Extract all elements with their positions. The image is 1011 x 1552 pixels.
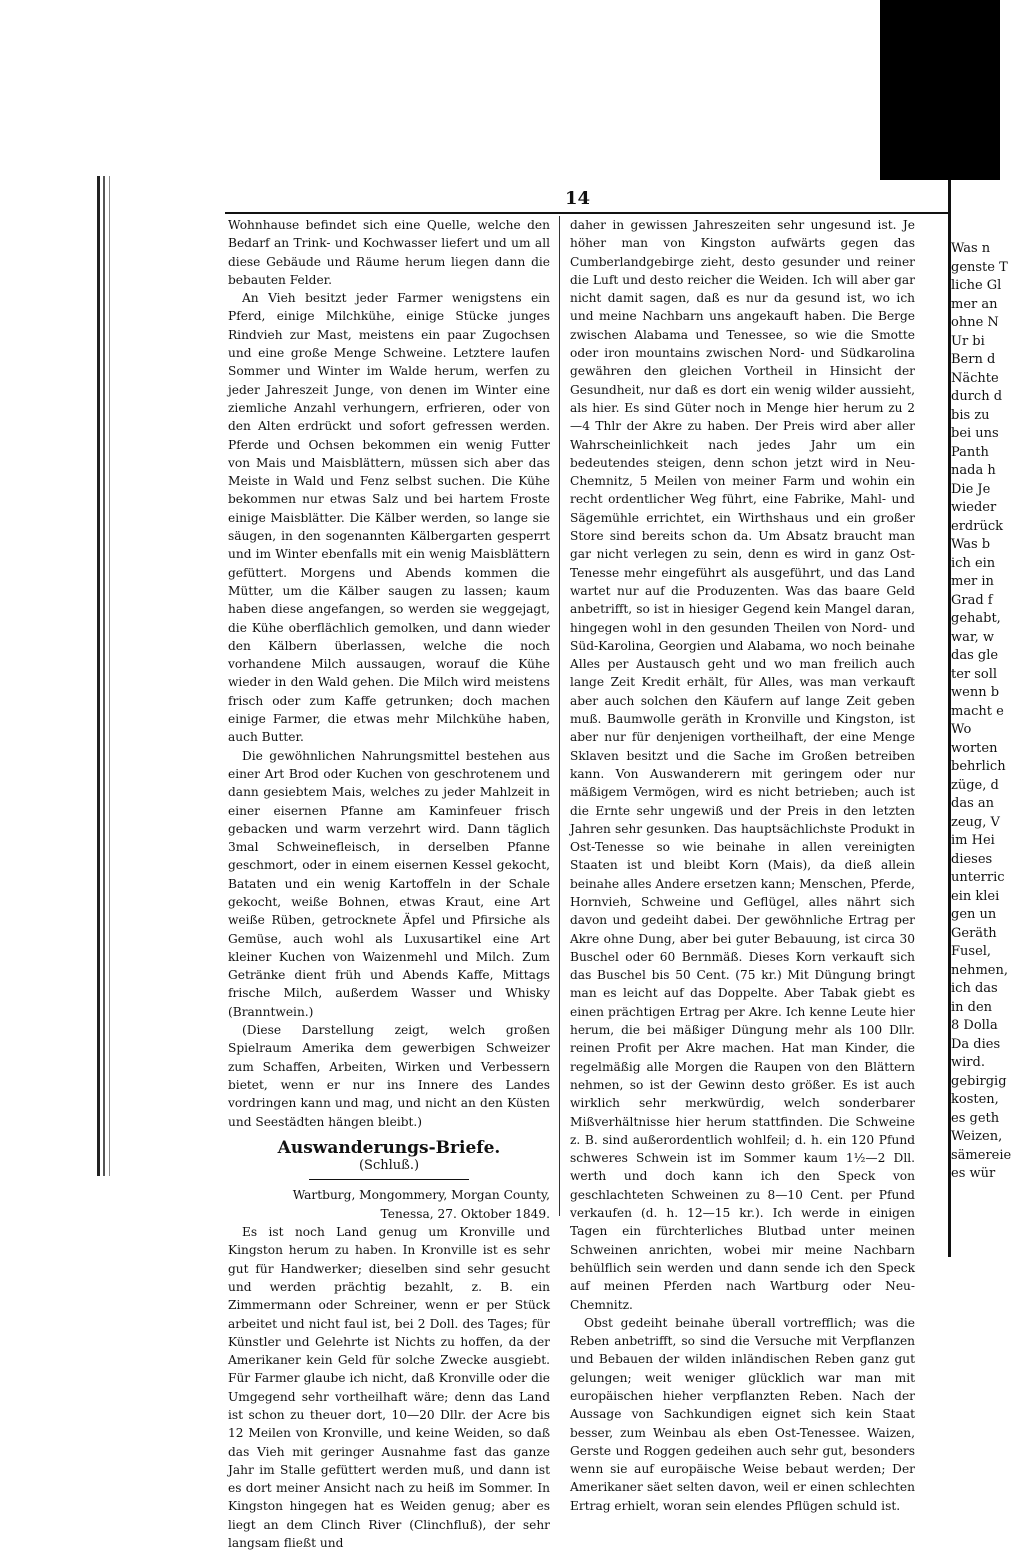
next-page-word: züge, d — [951, 777, 999, 793]
next-page-word: Da dies — [951, 1036, 1001, 1052]
next-page-word: bis zu — [951, 407, 990, 423]
next-page-word: Weizen, — [951, 1129, 1003, 1144]
header-rule — [225, 212, 950, 214]
left-column — [228, 216, 550, 1552]
next-page-word: Fusel, — [951, 944, 992, 959]
next-page-word: sämereie — [951, 1147, 1011, 1163]
next-page-word: ein klei — [951, 888, 1000, 904]
next-page-word: Panth — [951, 444, 989, 460]
letter-dateline: Wartburg, Mongommery, Morgan County, Tenessa, 27. Oktober 1849. — [292, 1188, 550, 1221]
next-page-word: Ur bi — [951, 333, 985, 349]
paragraph: Wohnhause befindet sich eine Quelle, welche den Bedarf an Trink- und Kochwasser liefert und um all diese Gebäude und Räume herum liegen dann die bebauten Felder. — [228, 218, 550, 287]
next-page-word: es geth — [951, 1110, 1000, 1126]
paragraph: Die gewöhnlichen Nahrungsmittel bestehen aus einer Art Brod oder Kuchen von geschrotenem und dann gesiebtem Mais, welches zu jeder Mahlzeit in einer eisernen Pfanne am Kaminfeuer frisch gebacken und warm verzehrt wird. Dann täglich 3mal Schweinefleisch, in derselben Pfanne geschmort, oder in einem eisernen Kessel gekocht, Bataten und ein wenig Kartoffeln in der Schale gekocht, weiße Bohnen, etwas Kraut, eine Art weiße Rüben, getrocknete Äpfel und Pfirsiche als Gemüse, auch wohl als Luxusartikel eine Art kleiner Kuchen von Waizenmehl und Milch. Zum Getränke dient früh und Abends Kaffe, Mittags frische Milch, außerdem Wasser und Whisky (Branntwein.) — [228, 748, 550, 1019]
next-page-word: im Hei — [951, 833, 995, 848]
next-page-word: das gle — [951, 648, 999, 663]
next-page-word: worten — [951, 740, 998, 756]
paragraph: Obst gedeiht beinahe überall vortrefflich; was die Reben anbetrifft, so sind die Versuche mit Verpflanzen und Bebauen der wilden inländischen Reben ganz gut gelungen; weit weniger glücklich war man mit europäischen hieher verpflanzten Reben. Nach der Aussage von Sachkundigen eignet sich kein Staat besser, zum Weinbau als eben Ost-Tenessee. Waizen, Gerste und Roggen gedeihen auch sehr gut, besonders wenn sie auf europäische Weise bebaut werden; Der Amerikaner säet selten davon, weil er einen schlechten Ertrag erhielt, woran sein elendes Pflügen schuld ist. — [570, 1315, 915, 1513]
next-page-word: nada h — [951, 463, 996, 478]
next-page-word: das an — [951, 796, 994, 811]
paragraph: (Diese Darstellung zeigt, welch großen Spielraum Amerika dem gewerbigen Schweizer zum Schaffen, Arbeiten, Wirken und Verbessern bietet, wenn er nur ins Innere des Landes vordringen kann und mag, und nicht an den Küsten und Seestädten hängen bleibt.) — [228, 1023, 550, 1129]
next-page-word: genste T — [951, 259, 1008, 275]
heading-rule — [309, 1179, 469, 1180]
next-page-word: es wür — [951, 1166, 996, 1181]
next-page-word: ohne N — [951, 315, 999, 330]
column-divider — [559, 216, 560, 1216]
next-page-word: durch d — [951, 389, 1003, 404]
next-page-word: bei uns — [951, 426, 999, 441]
next-page-word: mer an — [951, 296, 998, 312]
right-column — [570, 216, 915, 1515]
paragraph: Es ist noch Land genug um Kronville und Kingston herum zu haben. In Kronville ist es sehr gut für Handwerker; dieselben sind sehr gesucht und werden prächtig bezahlt, z. B. ein Zimmermann oder Schreiner, wenn er per Stück arbeitet und nicht faul ist, bei 2 Doll. des Tages; für Künstler und Gelehrte ist Nichts zu hoffen, da der Amerikaner kein Geld für solche Zwecke ausgiebt. Für Farmer glaube ich nicht, daß Kronville oder die Umgegend sehr vortheilhaft wäre; denn das Land ist schon zu theuer dort, 10—20 Dllr. der Acre bis 12 Meilen von Kronville, und keine Weiden, so daß das Vieh mit geringer Ausnahme fast das ganze Jahr im Stalle gefüttert werden muß, und dann ist es dort meiner Ansicht nach zu heiß im Sommer. In Kingston hingegen hat es Weiden genug; aber es liegt an dem Clinch River (Clinchfluß), der sehr langsam fließt und — [228, 1225, 550, 1551]
next-page-word: in den — [951, 999, 993, 1015]
next-page-word: mer in — [951, 574, 994, 589]
next-page-word: ich ein — [951, 555, 996, 571]
scan-border-top-right — [880, 0, 1000, 180]
next-page-word: wieder — [951, 500, 997, 515]
next-page-word: zeug, V — [951, 814, 1000, 830]
section-subheading: (Schluß.) — [358, 1158, 420, 1174]
section-heading: Auswanderungs-Briefe. — [277, 1137, 501, 1158]
next-page-fragment — [951, 180, 1011, 1257]
next-page-word: wird. — [951, 1055, 985, 1070]
next-page-word: erdrück — [951, 518, 1003, 534]
next-page-word: dieses — [951, 851, 993, 867]
next-page-word: gen un — [951, 907, 997, 922]
next-page-word: Die Je — [951, 481, 991, 497]
next-page-word: behrlich — [951, 759, 1006, 774]
next-page-word: kosten, — [951, 1092, 999, 1107]
next-page-word: Was b — [951, 537, 991, 552]
scan-page-edge — [97, 176, 127, 1176]
next-page-word: liche Gl — [951, 278, 1002, 293]
next-page-word: gebirgig — [951, 1073, 1007, 1089]
next-page-word: Geräth — [951, 925, 997, 941]
next-page-word: wenn b — [951, 685, 1000, 700]
next-page-word: nehmen, — [951, 962, 1008, 978]
paragraph: An Vieh besitzt jeder Farmer wenigstens ein Pferd, einige Milchkühe, einige Stücke junges Rindvieh zur Mast, meistens ein paar Zugochsen und eine große Menge Schweine. Letztere laufen Sommer und Winter im Walde herum, werfen zu jeder Jahreszeit Junge, von denen im Winter eine ziemliche Anzahl verhungern, erfrieren, oder von den Alten erdrückt und sofort gefressen werden. Pferde und Ochsen bekommen ein wenig Futter von Mais und Maisblättern, müssen sich aber das Meiste in Wald und Fenz selbst suchen. Die Kühe bekommen nur etwas Salz und bei hartem Froste einige Maisblätter. Die Kälber werden, so lange sie säugen, in den sogenannten Kälbergarten gesperrt und im Winter ebenfalls mit ein wenig Maisblättern gefüttert. Morgens und Abends kommen die Mütter, um die Kälber saugen zu lassen; kaum haben diese angefangen, so werden sie weggejagt, die Kühe oberflächlich gemolken, und dann wieder den Kälbern überlassen, welche die noch vorhandene Milch aussaugen, worauf die Kühe wieder in den Wald gehen. Die Milch wird meistens frisch oder zum Kaffe getrunken; doch machen einige Farmer, die etwas mehr Milchkühe haben, auch Butter. — [228, 291, 550, 745]
next-page-word: 8 Dolla — [951, 1018, 998, 1033]
next-page-word: Was n — [951, 241, 991, 256]
next-page-word: Bern d — [951, 352, 996, 367]
next-page-word: ich das — [951, 981, 998, 996]
next-page-word: Nächte — [951, 370, 999, 386]
next-page-word: Grad f — [951, 592, 993, 608]
next-page-word: Wo — [951, 722, 972, 737]
next-page-word: gehabt, — [951, 611, 1001, 626]
next-page-word: unterric — [951, 870, 1005, 885]
paragraph: daher in gewissen Jahreszeiten sehr ungesund ist. Je höher man von Kingston aufwärts gegen das Cumberlandgebirge zieht, desto gesunder und reiner die Luft und desto reicher die Weiden. Ich will aber gar nicht damit sagen, daß es nur da gesund ist, wo ich und meine Nachbarn uns angekauft haben. Die Berge zwischen Alabama und Tenessee, so wie die Smotte oder iron mountains zwischen Nord- und Südkarolina gewähren den gleichen Vortheil in Hinsicht der Gesundheit, nur daß es dort ein wenig wilder aussieht, als hier. Es sind Güter noch in Menge hier herum zu 2—4 Thlr der Akre zu haben. Der Preis wird aber aller Wahrscheinlichkeit nach jedes Jahr um ein bedeutendes steigen, denn schon jetzt wird in Neu-Chemnitz, 5 Meilen von meiner Farm und wohin ein recht ordentlicher Weg führt, eine Fabrike, Mahl- und Sägemühle errichtet, ein Wirthshaus und ein großer Store sind bereits schon da. Um Absatz braucht man gar nicht verlegen zu sein, denn es wird in ganz Ost-Tenesse mehr eingeführt als ausgeführt, und das Land wartet nur auf die Produzenten. Was das baare Geld anbetrifft, so ist in hiesiger Gegend kein Mangel daran, hingegen wohl in den gesunden Theilen von Nord- und Süd-Karolina, Georgien und Alabama, wo noch beinahe Alles per Austausch geht und wo man freilich auch lange Zeit Kredit erhält, für Alles, was man verkauft aber auch solchen den Käufern auf lange Zeit geben muß. Baumwolle geräth in Kronville und Kingston, ist aber nur für denjenigen vortheilhaft, der eine Menge Sklaven besitzt und die Sache im Großen betreiben kann. Von Auswanderern mit geringem oder nur mäßigem Vermögen, wird es nicht betrieben; auch ist die Ernte sehr ungewiß und der Preis in den letzten Jahren sehr gesunken. Das hauptsächlichste Produkt in Ost-Tenesse so wie beinahe in allen vereinigten Staaten ist und bleibt Korn (Mais), da dieß allein beinahe alles Andere ersetzen kann; Menschen, Pferde, Hornvieh, Schweine und Geflügel, alles nährt sich davon und gedeiht dabei. Der gewöhnliche Ertrag per Akre ohne Dung, aber bei guter Bebauung, ist circa 30 Buschel oder 60 Bernmäß. Dieses Korn verkauft sich das Buschel bis 50 Cent. (75 kr.) Mit Düngung bringt man es leicht auf das Doppelte. Aber Tabak giebt es einen prächtigen Ertrag per Akre. Ich kenne Leute hier herum, die bei mäßiger Düngung mehr als 100 Dllr. reinen Profit per Akre machen. Hat man Kinder, die regelmäßig alle Morgen die Raupen von den Blättern nehmen, so ist der Gewinn desto größer. Es ist auch wirklich sehr merkwürdig, welch sonderbarer Mißverhältnisse hier herum stattfinden. Die Schweine z. B. sind außerordentlich wohlfeil; d. h. ein 120 Pfund schweres Schwein ist im Sommer kaum 1½—2 Dll. werth und doch kann ich den Speck von geschlachteten Schweinen zu 8—10 Cent. per Pfund verkaufen (d. h. 12—15 kr.). Ich werde in einigen Tagen ein fürchterliches Blutbad unter meinen Schweinen anrichten, wobei mir meine Nachbarn behülflich sein werden und dann sende ich den Speck auf meinen Pferden nach Wartburg oder Neu-Chemnitz. — [570, 218, 915, 1312]
page-number: 14 — [565, 188, 591, 209]
next-page-word: ter soll — [951, 666, 998, 682]
next-page-word: war, w — [951, 629, 995, 645]
next-page-word: macht e — [951, 703, 1004, 719]
